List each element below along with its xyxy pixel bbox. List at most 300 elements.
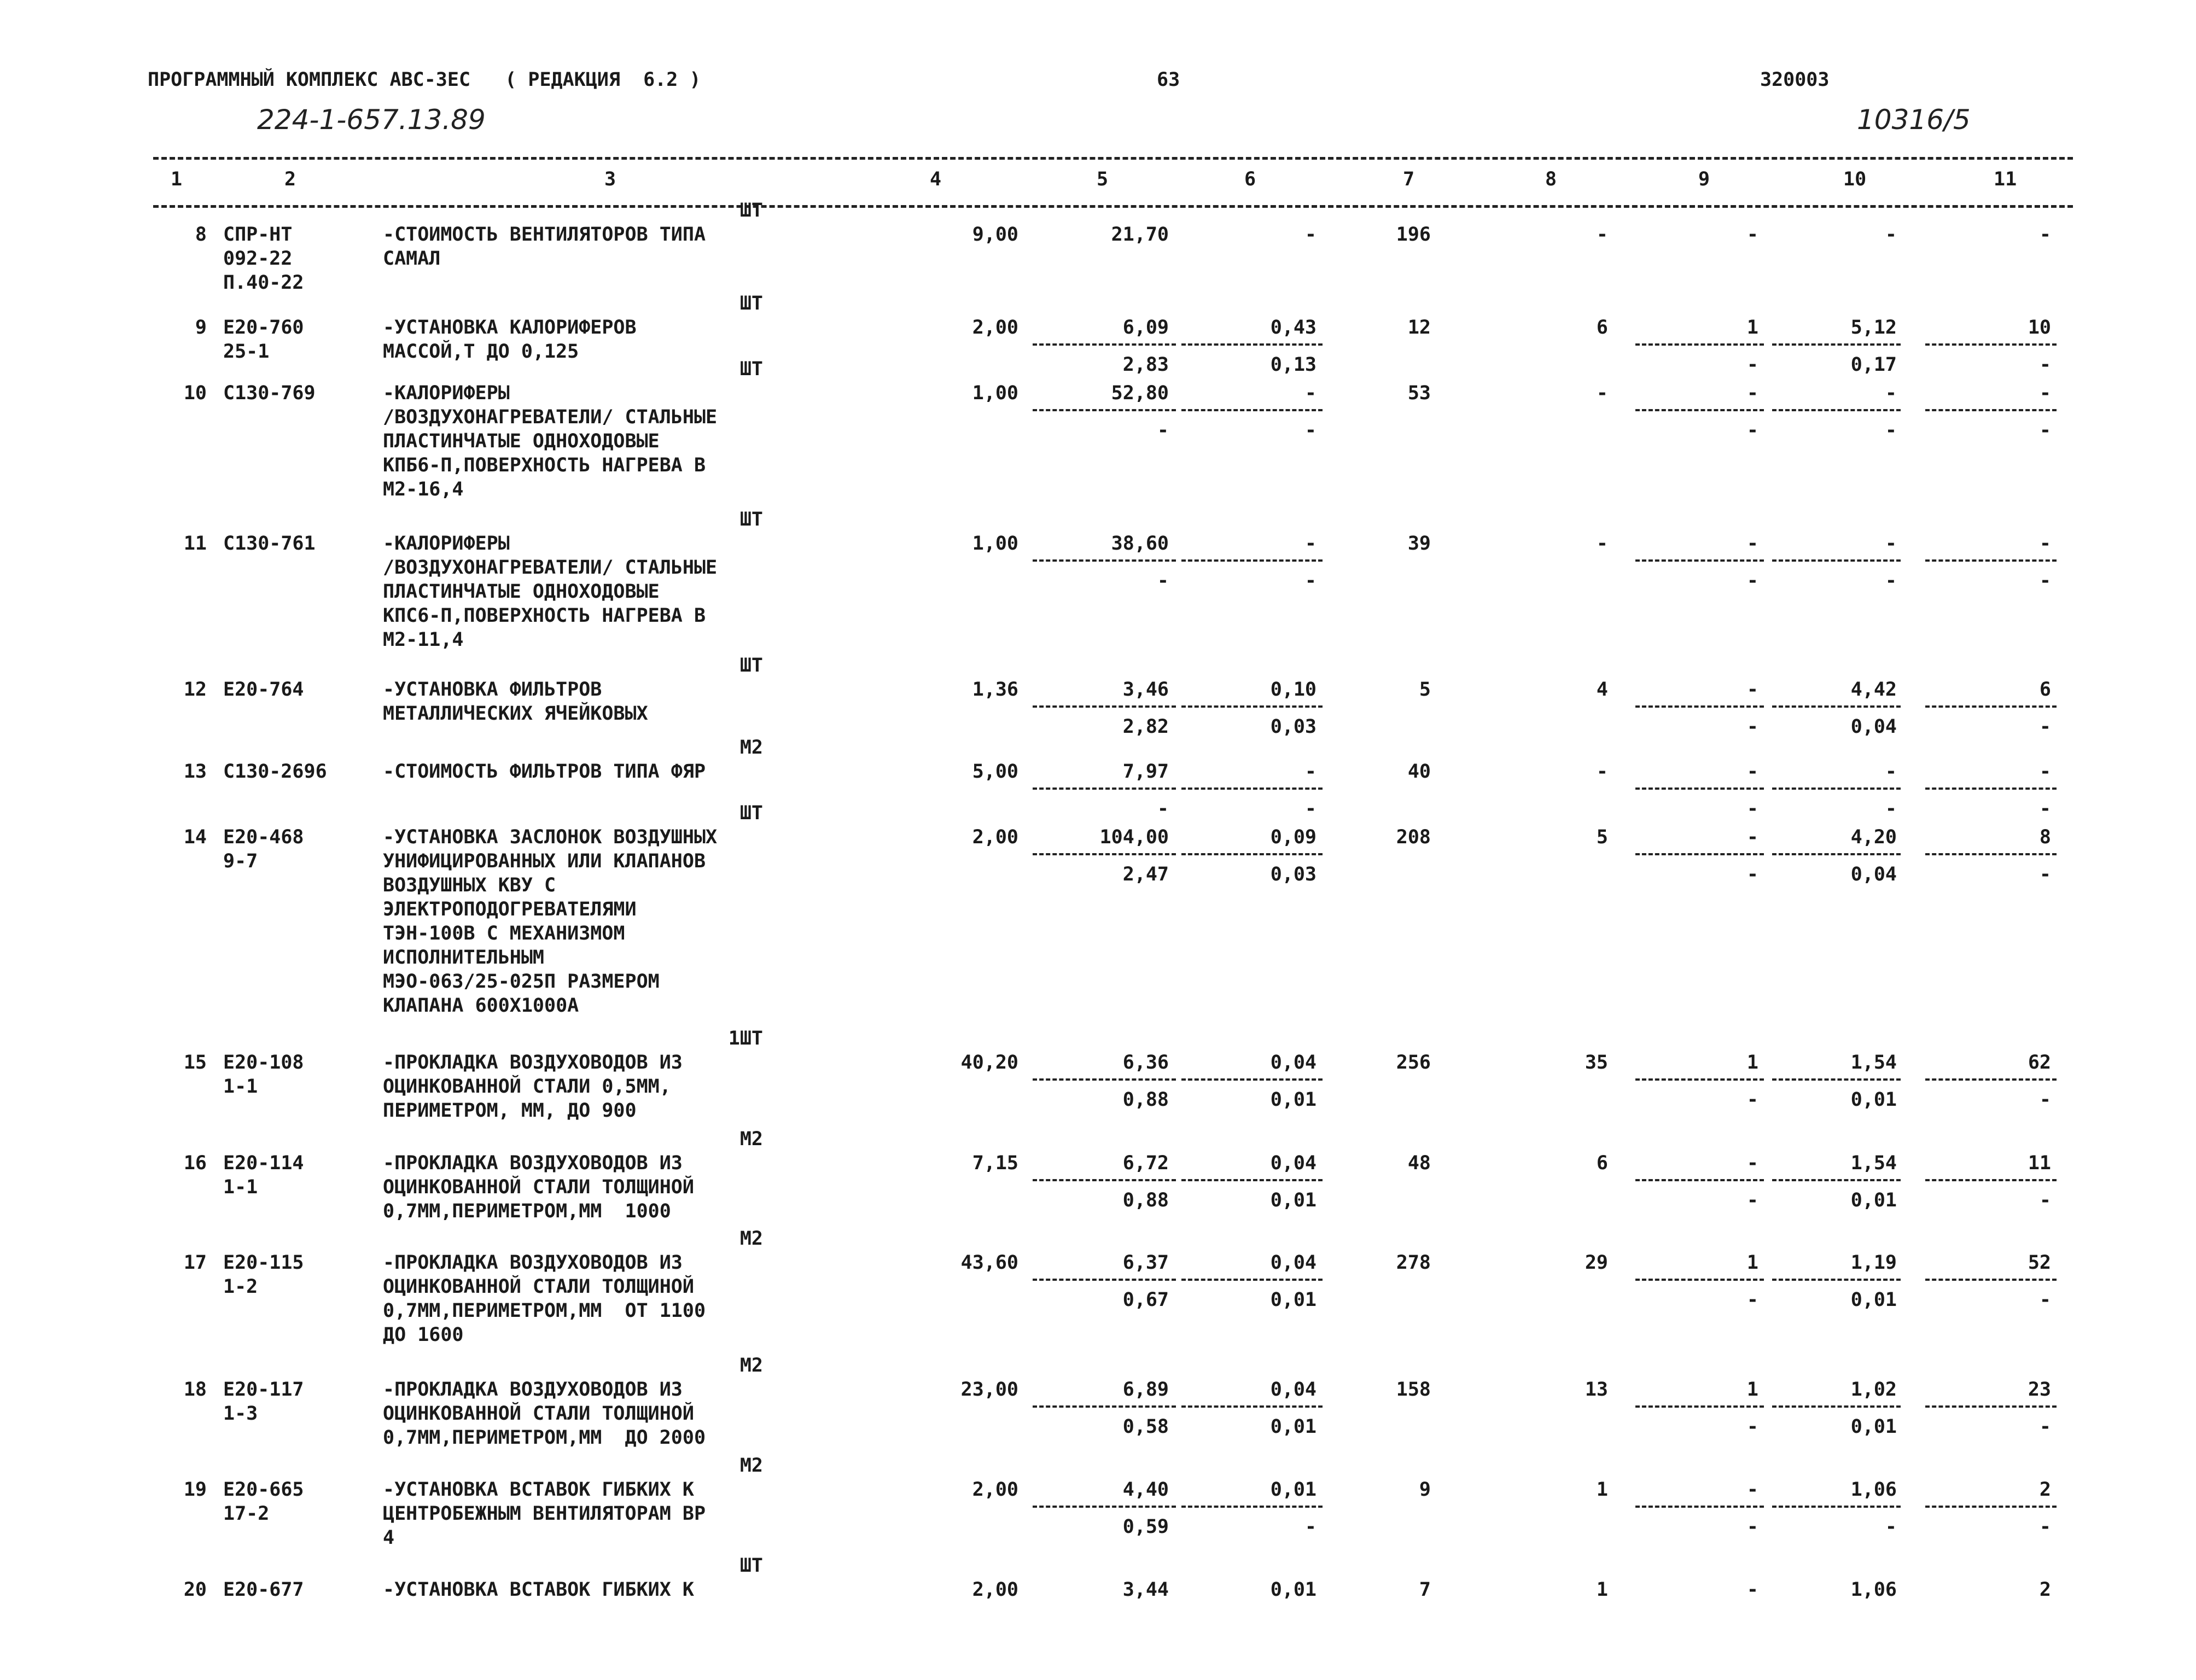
separator-col-6 — [1181, 343, 1323, 346]
separator-col-9 — [1635, 343, 1764, 346]
work-description: 0,7ММ,ПЕРИМЕТРОМ,ММ ДО 2000 — [383, 1427, 706, 1449]
separator-col-10 — [1772, 853, 1901, 855]
column-number: 7 — [1403, 168, 1415, 190]
value2-col-11: - — [2039, 864, 2051, 885]
value-col-9: 1 — [1746, 1052, 1758, 1074]
work-description: ПЛАСТИНЧАТЫЕ ОДНОХОДОВЫЕ — [383, 430, 660, 452]
value-col-10: 1,06 — [1850, 1579, 1897, 1601]
value-col-8: 1 — [1596, 1579, 1608, 1601]
separator-col-5 — [1033, 788, 1176, 790]
value-col-11: 10 — [2028, 317, 2051, 339]
value-col-6: 0,04 — [1270, 1052, 1317, 1074]
separator-col-6 — [1181, 559, 1323, 562]
work-description: -УСТАНОВКА ФИЛЬТРОВ — [383, 679, 602, 701]
row-number: 18 — [183, 1379, 207, 1401]
resource-code: П.40-22 — [223, 272, 304, 294]
resource-code: 092-22 — [223, 248, 293, 270]
value-col-10: - — [1885, 224, 1897, 246]
work-description: ОЦИНКОВАННОЙ СТАЛИ 0,5ММ, — [383, 1076, 671, 1098]
separator-col-11 — [1925, 1506, 2057, 1508]
value-col-11: 23 — [2028, 1379, 2051, 1401]
value-col-7: 158 — [1396, 1379, 1431, 1401]
resource-code: Е20-117 — [223, 1379, 304, 1401]
resource-code: Е20-665 — [223, 1479, 304, 1501]
value2-col-10: - — [1885, 1516, 1897, 1538]
value2-col-10: - — [1885, 419, 1897, 441]
separator-col-10 — [1772, 1279, 1901, 1281]
separator-col-10 — [1772, 1506, 1901, 1508]
work-description: МАССОЙ,Т ДО 0,125 — [383, 341, 579, 363]
value2-col-11: - — [2039, 1089, 2051, 1111]
value2-col-11: - — [2039, 1416, 2051, 1438]
unit-label: 1ШТ — [728, 1028, 763, 1049]
value-col-11: - — [2039, 533, 2051, 555]
separator-col-10 — [1772, 1405, 1901, 1408]
quantity: 2,00 — [972, 1579, 1018, 1601]
work-description: -КАЛОРИФЕРЫ — [383, 382, 510, 404]
unit-label: М2 — [739, 1228, 763, 1250]
value-col-6: - — [1304, 533, 1317, 555]
column-number: 1 — [171, 168, 183, 190]
separator-col-6 — [1181, 1078, 1323, 1081]
value-col-11: 11 — [2028, 1152, 2051, 1174]
separator-col-9 — [1635, 559, 1764, 562]
column-number: 6 — [1244, 168, 1256, 190]
quantity: 40,20 — [960, 1052, 1018, 1074]
value2-col-6: 0,01 — [1270, 1416, 1317, 1438]
value-col-8: 35 — [1585, 1052, 1608, 1074]
value2-col-11: - — [2039, 798, 2051, 820]
value2-col-5: 0,58 — [1122, 1416, 1169, 1438]
value-col-5: 52,80 — [1111, 382, 1169, 404]
row-number: 20 — [183, 1579, 207, 1601]
value-col-5: 6,37 — [1122, 1252, 1169, 1274]
value2-col-6: 0,01 — [1270, 1189, 1317, 1211]
work-description: 4 — [383, 1527, 395, 1549]
work-description: -ПРОКЛАДКА ВОЗДУХОВОДОВ ИЗ — [383, 1052, 683, 1074]
resource-code: 1-3 — [223, 1403, 258, 1425]
value-col-9: - — [1746, 224, 1758, 246]
resource-code: 9-7 — [223, 850, 258, 872]
work-description: ЭЛЕКТРОПОДОГРЕВАТЕЛЯМИ — [383, 899, 637, 920]
resource-code: 1-1 — [223, 1176, 258, 1198]
separator-col-6 — [1181, 1179, 1323, 1181]
value2-col-9: - — [1746, 798, 1758, 820]
separator-col-5 — [1033, 1405, 1176, 1408]
separator-col-11 — [1925, 1279, 2057, 1281]
value2-col-6: - — [1304, 1516, 1317, 1538]
resource-code: С130-761 — [223, 533, 316, 555]
value-col-10: 4,42 — [1850, 679, 1897, 701]
row-number: 9 — [195, 317, 207, 339]
work-description: КПБ6-П,ПОВЕРХНОСТЬ НАГРЕВА В — [383, 454, 706, 476]
separator-col-5 — [1033, 1506, 1176, 1508]
separator-col-5 — [1033, 1279, 1176, 1281]
value2-col-11: - — [2039, 1516, 2051, 1538]
value2-col-10: 0,04 — [1850, 716, 1897, 738]
separator-col-9 — [1635, 1506, 1764, 1508]
work-description: ДО 1600 — [383, 1324, 464, 1346]
value-col-5: 4,40 — [1122, 1479, 1169, 1501]
row-number: 14 — [183, 826, 207, 848]
separator-col-11 — [1925, 559, 2057, 562]
work-description: САМАЛ — [383, 248, 441, 270]
work-description: -УСТАНОВКА ВСТАВОК ГИБКИХ К — [383, 1579, 694, 1601]
separator-col-9 — [1635, 1179, 1764, 1181]
unit-label: ШТ — [739, 200, 763, 221]
quantity: 2,00 — [972, 1479, 1018, 1501]
unit-label: ШТ — [739, 655, 763, 676]
separator-col-9 — [1635, 705, 1764, 708]
document-code: 320003 — [1760, 69, 1830, 91]
value-col-6: 0,09 — [1270, 826, 1317, 848]
quantity: 9,00 — [972, 224, 1018, 246]
work-description: ПЕРИМЕТРОМ, ММ, ДО 900 — [383, 1100, 637, 1122]
separator-col-6 — [1181, 1506, 1323, 1508]
value-col-8: 29 — [1585, 1252, 1608, 1274]
separator-col-9 — [1635, 409, 1764, 411]
value-col-7: 40 — [1407, 761, 1431, 783]
column-number: 10 — [1843, 168, 1867, 190]
value-col-11: - — [2039, 761, 2051, 783]
unit-label: ШТ — [739, 358, 763, 380]
value2-col-5: 2,83 — [1122, 354, 1169, 376]
value2-col-5: 0,67 — [1122, 1289, 1169, 1311]
column-number: 2 — [284, 168, 296, 190]
unit-label: М2 — [739, 737, 763, 759]
separator-col-11 — [1925, 1078, 2057, 1081]
value2-col-10: 0,01 — [1850, 1089, 1897, 1111]
unit-label: ШТ — [739, 293, 763, 314]
value2-col-11: - — [2039, 716, 2051, 738]
quantity: 1,00 — [972, 533, 1018, 555]
work-description: -СТОИМОСТЬ ФИЛЬТРОВ ТИПА ФЯР — [383, 761, 706, 783]
work-description: МЭО-063/25-025П РАЗМЕРОМ — [383, 971, 660, 993]
work-description: 0,7ММ,ПЕРИМЕТРОМ,ММ ОТ 1100 — [383, 1300, 706, 1322]
separator-col-11 — [1925, 788, 2057, 790]
value-col-10: 1,19 — [1850, 1252, 1897, 1274]
work-description: -ПРОКЛАДКА ВОЗДУХОВОДОВ ИЗ — [383, 1252, 683, 1274]
value2-col-9: - — [1746, 354, 1758, 376]
work-description: -УСТАНОВКА КАЛОРИФЕРОВ — [383, 317, 637, 339]
quantity: 5,00 — [972, 761, 1018, 783]
value2-col-10: - — [1885, 798, 1897, 820]
resource-code: Е20-764 — [223, 679, 304, 701]
row-number: 8 — [195, 224, 207, 246]
value-col-6: 0,04 — [1270, 1379, 1317, 1401]
resource-code: 1-1 — [223, 1076, 258, 1098]
unit-label: ШТ — [739, 509, 763, 530]
resource-code: Е20-760 — [223, 317, 304, 339]
quantity: 23,00 — [960, 1379, 1018, 1401]
value-col-9: - — [1746, 679, 1758, 701]
value-col-8: - — [1596, 382, 1608, 404]
quantity: 1,00 — [972, 382, 1018, 404]
value-col-6: 0,01 — [1270, 1579, 1317, 1601]
separator-col-9 — [1635, 788, 1764, 790]
separator-col-10 — [1772, 1179, 1901, 1181]
value-col-7: 12 — [1407, 317, 1431, 339]
separator-col-6 — [1181, 853, 1323, 855]
value2-col-5: - — [1157, 570, 1169, 592]
value2-col-11: - — [2039, 419, 2051, 441]
value2-col-10: - — [1885, 570, 1897, 592]
value-col-10: - — [1885, 382, 1897, 404]
work-description: -ПРОКЛАДКА ВОЗДУХОВОДОВ ИЗ — [383, 1379, 683, 1401]
value2-col-11: - — [2039, 1289, 2051, 1311]
work-description: 0,7ММ,ПЕРИМЕТРОМ,ММ 1000 — [383, 1200, 671, 1222]
unit-label: М2 — [739, 1455, 763, 1477]
work-description: ИСПОЛНИТЕЛЬНЫМ — [383, 947, 545, 969]
handwritten-sheet-number: 10316/5 — [1857, 104, 1971, 136]
resource-code: 25-1 — [223, 341, 270, 363]
value2-col-5: 0,88 — [1122, 1189, 1169, 1211]
separator-col-10 — [1772, 559, 1901, 562]
value-col-9: - — [1746, 1479, 1758, 1501]
work-description: КЛАПАНА 600Х1000А — [383, 995, 579, 1017]
resource-code: Е20-115 — [223, 1252, 304, 1274]
value-col-7: 53 — [1407, 382, 1431, 404]
work-description: ТЭН-100В С МЕХАНИЗМОМ — [383, 923, 625, 944]
row-number: 17 — [183, 1252, 207, 1274]
value-col-11: - — [2039, 382, 2051, 404]
value2-col-9: - — [1746, 1089, 1758, 1111]
value-col-10: 1,54 — [1850, 1052, 1897, 1074]
value2-col-9: - — [1746, 570, 1758, 592]
unit-label: ШТ — [739, 802, 763, 824]
separator-col-10 — [1772, 343, 1901, 346]
quantity: 7,15 — [972, 1152, 1018, 1174]
separator-col-10 — [1772, 788, 1901, 790]
value-col-5: 6,72 — [1122, 1152, 1169, 1174]
value-col-7: 5 — [1419, 679, 1431, 701]
value2-col-5: - — [1157, 798, 1169, 820]
value-col-5: 7,97 — [1122, 761, 1169, 783]
value2-col-10: 0,17 — [1850, 354, 1897, 376]
value-col-11: 52 — [2028, 1252, 2051, 1274]
value-col-7: 9 — [1419, 1479, 1431, 1501]
work-description: ЦЕНТРОБЕЖНЫМ ВЕНТИЛЯТОРАМ ВР — [383, 1503, 706, 1525]
value-col-8: 1 — [1596, 1479, 1608, 1501]
resource-code: Е20-114 — [223, 1152, 304, 1174]
value-col-7: 208 — [1396, 826, 1431, 848]
separator-col-6 — [1181, 788, 1323, 790]
separator-col-11 — [1925, 1179, 2057, 1181]
value-col-6: - — [1304, 382, 1317, 404]
quantity: 43,60 — [960, 1252, 1018, 1274]
value2-col-10: 0,04 — [1850, 864, 1897, 885]
value2-col-6: 0,03 — [1270, 864, 1317, 885]
value-col-9: - — [1746, 826, 1758, 848]
separator-col-9 — [1635, 1405, 1764, 1408]
value2-col-11: - — [2039, 570, 2051, 592]
value-col-10: - — [1885, 761, 1897, 783]
value2-col-6: - — [1304, 798, 1317, 820]
value-col-5: 6,09 — [1122, 317, 1169, 339]
work-description: /ВОЗДУХОНАГРЕВАТЕЛИ/ СТАЛЬНЫЕ — [383, 557, 718, 579]
value-col-5: 104,00 — [1099, 826, 1169, 848]
work-description: -СТОИМОСТЬ ВЕНТИЛЯТОРОВ ТИПА — [383, 224, 706, 246]
value2-col-9: - — [1746, 716, 1758, 738]
row-number: 15 — [183, 1052, 207, 1074]
value2-col-6: 0,01 — [1270, 1089, 1317, 1111]
row-number: 13 — [183, 761, 207, 783]
value-col-6: - — [1304, 224, 1317, 246]
row-number: 11 — [183, 533, 207, 555]
separator-col-11 — [1925, 853, 2057, 855]
value-col-5: 3,44 — [1122, 1579, 1169, 1601]
value2-col-9: - — [1746, 1289, 1758, 1311]
work-description: МЕТАЛЛИЧЕСКИХ ЯЧЕЙКОВЫХ — [383, 703, 648, 725]
separator-col-9 — [1635, 1078, 1764, 1081]
value-col-6: 0,01 — [1270, 1479, 1317, 1501]
work-description: КПС6-П,ПОВЕРХНОСТЬ НАГРЕВА В — [383, 605, 706, 627]
unit-label: ШТ — [739, 1555, 763, 1577]
value-col-5: 6,36 — [1122, 1052, 1169, 1074]
value-col-8: 5 — [1596, 826, 1608, 848]
quantity: 2,00 — [972, 826, 1018, 848]
value2-col-9: - — [1746, 419, 1758, 441]
work-description: ОЦИНКОВАННОЙ СТАЛИ ТОЛЩИНОЙ — [383, 1276, 694, 1298]
resource-code: СПР-НТ — [223, 224, 293, 246]
value-col-8: - — [1596, 224, 1608, 246]
value-col-9: 1 — [1746, 1252, 1758, 1274]
separator-col-5 — [1033, 853, 1176, 855]
value-col-10: 1,02 — [1850, 1379, 1897, 1401]
separator-col-6 — [1181, 409, 1323, 411]
page-number: 63 — [1157, 69, 1180, 91]
separator-col-5 — [1033, 1179, 1176, 1181]
separator-col-5 — [1033, 559, 1176, 562]
program-title: ПРОГРАММНЫЙ КОМПЛЕКС АВС-3ЕС ( РЕДАКЦИЯ 6.2 ) — [148, 69, 701, 91]
resource-code: 1-2 — [223, 1276, 258, 1298]
value-col-6: 0,10 — [1270, 679, 1317, 701]
value-col-5: 3,46 — [1122, 679, 1169, 701]
value-col-9: - — [1746, 1152, 1758, 1174]
separator-col-5 — [1033, 705, 1176, 708]
value-col-6: - — [1304, 761, 1317, 783]
resource-code: С130-769 — [223, 382, 316, 404]
value-col-8: 13 — [1585, 1379, 1608, 1401]
value2-col-9: - — [1746, 1189, 1758, 1211]
value-col-7: 278 — [1396, 1252, 1431, 1274]
value-col-7: 7 — [1419, 1579, 1431, 1601]
resource-code: Е20-677 — [223, 1579, 304, 1601]
value-col-9: 1 — [1746, 1379, 1758, 1401]
value-col-5: 6,89 — [1122, 1379, 1169, 1401]
quantity: 2,00 — [972, 317, 1018, 339]
value-col-10: - — [1885, 533, 1897, 555]
value-col-8: 4 — [1596, 679, 1608, 701]
value2-col-9: - — [1746, 1416, 1758, 1438]
value-col-8: 6 — [1596, 317, 1608, 339]
separator-col-10 — [1772, 409, 1901, 411]
value-col-7: 48 — [1407, 1152, 1431, 1174]
value2-col-10: 0,01 — [1850, 1289, 1897, 1311]
row-number: 19 — [183, 1479, 207, 1501]
value-col-9: - — [1746, 533, 1758, 555]
separator-col-6 — [1181, 1405, 1323, 1408]
unit-label: М2 — [739, 1355, 763, 1376]
value-col-9: 1 — [1746, 317, 1758, 339]
value-col-7: 256 — [1396, 1052, 1431, 1074]
value-col-11: 6 — [2039, 679, 2051, 701]
value-col-8: - — [1596, 761, 1608, 783]
work-description: М2-11,4 — [383, 629, 464, 651]
value-col-8: - — [1596, 533, 1608, 555]
separator-col-10 — [1772, 705, 1901, 708]
row-number: 12 — [183, 679, 207, 701]
value-col-11: 8 — [2039, 826, 2051, 848]
value-col-7: 39 — [1407, 533, 1431, 555]
value2-col-6: 0,03 — [1270, 716, 1317, 738]
header-top-rule — [153, 157, 2073, 160]
value-col-10: 5,12 — [1850, 317, 1897, 339]
column-number: 8 — [1545, 168, 1557, 190]
work-description: -КАЛОРИФЕРЫ — [383, 533, 510, 555]
value2-col-10: 0,01 — [1850, 1416, 1897, 1438]
value2-col-10: 0,01 — [1850, 1189, 1897, 1211]
handwritten-project-number: 224-1-657.13.89 — [257, 104, 486, 136]
work-description: ОЦИНКОВАННОЙ СТАЛИ ТОЛЩИНОЙ — [383, 1176, 694, 1198]
value-col-8: 6 — [1596, 1152, 1608, 1174]
value2-col-5: 2,82 — [1122, 716, 1169, 738]
value2-col-5: - — [1157, 419, 1169, 441]
separator-col-9 — [1635, 853, 1764, 855]
column-number: 4 — [930, 168, 942, 190]
value-col-11: - — [2039, 224, 2051, 246]
value-col-6: 0,04 — [1270, 1252, 1317, 1274]
work-description: /ВОЗДУХОНАГРЕВАТЕЛИ/ СТАЛЬНЫЕ — [383, 406, 718, 428]
value-col-10: 1,06 — [1850, 1479, 1897, 1501]
column-number: 3 — [604, 168, 616, 190]
value-col-10: 1,54 — [1850, 1152, 1897, 1174]
column-number: 5 — [1097, 168, 1109, 190]
resource-code: С130-2696 — [223, 761, 327, 783]
row-number: 10 — [183, 382, 207, 404]
separator-col-9 — [1635, 1279, 1764, 1281]
work-description: ПЛАСТИНЧАТЫЕ ОДНОХОДОВЫЕ — [383, 581, 660, 603]
value-col-10: 4,20 — [1850, 826, 1897, 848]
work-description: -УСТАНОВКА ВСТАВОК ГИБКИХ К — [383, 1479, 694, 1501]
value-col-5: 38,60 — [1111, 533, 1169, 555]
unit-label: М2 — [739, 1128, 763, 1150]
column-number: 9 — [1698, 168, 1710, 190]
value-col-9: - — [1746, 1579, 1758, 1601]
value2-col-9: - — [1746, 1516, 1758, 1538]
separator-col-11 — [1925, 343, 2057, 346]
value-col-11: 2 — [2039, 1579, 2051, 1601]
value2-col-5: 0,88 — [1122, 1089, 1169, 1111]
work-description: ВОЗДУШНЫХ КВУ С — [383, 874, 556, 896]
value2-col-11: - — [2039, 1189, 2051, 1211]
value-col-9: - — [1746, 761, 1758, 783]
value-col-7: 196 — [1396, 224, 1431, 246]
work-description: -УСТАНОВКА ЗАСЛОНОК ВОЗДУШНЫХ — [383, 826, 718, 848]
separator-col-5 — [1033, 409, 1176, 411]
value-col-11: 62 — [2028, 1052, 2051, 1074]
value2-col-6: 0,13 — [1270, 354, 1317, 376]
work-description: ОЦИНКОВАННОЙ СТАЛИ ТОЛЩИНОЙ — [383, 1403, 694, 1425]
work-description: М2-16,4 — [383, 479, 464, 500]
quantity: 1,36 — [972, 679, 1018, 701]
separator-col-5 — [1033, 343, 1176, 346]
column-number: 11 — [1994, 168, 2017, 190]
work-description: -ПРОКЛАДКА ВОЗДУХОВОДОВ ИЗ — [383, 1152, 683, 1174]
value2-col-11: - — [2039, 354, 2051, 376]
header-bottom-rule — [153, 205, 2073, 208]
value-col-9: - — [1746, 382, 1758, 404]
